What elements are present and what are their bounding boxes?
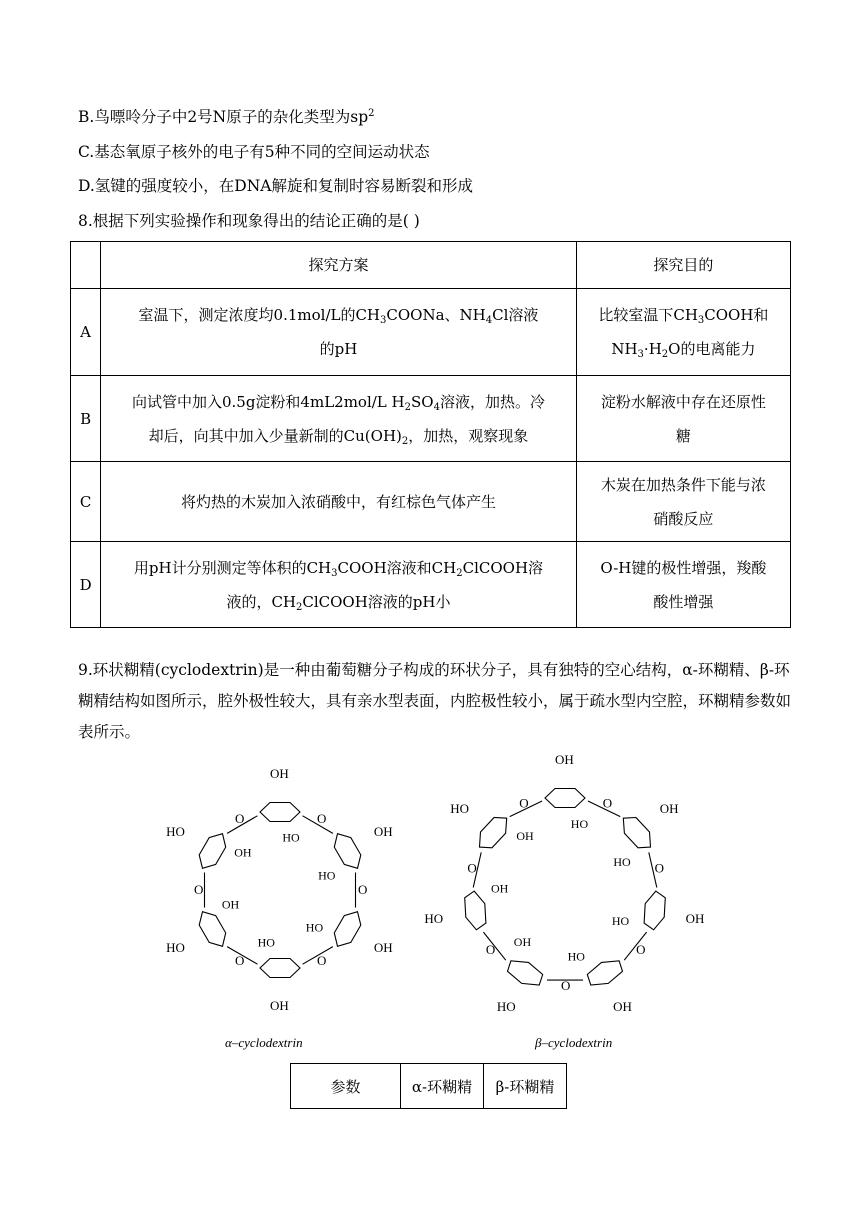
beta-oxygen-label: O: [467, 860, 477, 876]
beta-hydroxyl-label: HO: [613, 855, 631, 870]
goal-text: 酸性增强: [653, 592, 714, 611]
alpha-caption: α–cyclodextrin: [225, 1035, 303, 1050]
alpha-oxygen-label: O: [317, 811, 327, 826]
beta-hydroxyl-label: OH: [516, 828, 534, 843]
header-goal: 探究目的: [576, 242, 790, 289]
row-plan: [101, 289, 577, 376]
subscript: 3: [697, 315, 705, 326]
beta-hydroxyl-label: OH: [513, 935, 532, 950]
goal-text: 比较室温下CH: [598, 306, 698, 324]
alpha-oxygen-label: O: [358, 882, 368, 897]
alpha-hydroxyl-label: OH: [234, 845, 252, 860]
alpha-oxygen-label: O: [317, 953, 327, 968]
header-plan: 探究方案: [101, 242, 577, 289]
subscript: 4: [433, 401, 440, 413]
row-goal: [576, 376, 790, 462]
alpha-glucose-unit: [260, 803, 300, 822]
beta-oxygen-label: O: [654, 860, 664, 876]
option-b: [78, 107, 375, 127]
goal-text: NH: [611, 340, 638, 358]
plan-text: 的pH: [319, 340, 358, 358]
table-row: [71, 462, 791, 542]
beta-hydroxyl-label: HO: [450, 800, 469, 816]
beta-glucose-unit: [545, 789, 585, 808]
plan-text: ，加热，观察现象: [408, 426, 529, 445]
option-d: D.氢键的强度较小，在DNA解旋和复制时容易断裂和形成: [78, 177, 473, 195]
beta-oxygen-label: O: [561, 978, 571, 993]
row-plan: 将灼热的木炭加入浓硝酸中，有红棕色气体产生: [101, 462, 577, 542]
question-9-text: 9.环状糊精(cyclodextrin)是一种由葡萄糖分子构成的环状分子，具有独特的空心结构，α-环糊精、β-环糊精结构如图所示，腔外极性较大，具有亲水型表面，内腔极性较小，属于疏水型内空腔，环糊精参数如表所示。: [78, 661, 792, 741]
alpha-glucose-unit: [334, 912, 361, 947]
subscript: 3: [331, 567, 338, 579]
plan-text: SO: [411, 392, 434, 411]
param-header-cell: α-环糊精: [401, 1064, 484, 1109]
question-8-stem: 8.根据下列实验操作和现象得出的结论正确的是( ): [78, 212, 420, 230]
alpha-hydroxyl-label: OH: [373, 940, 393, 955]
plan-text: 室温下，测定浓度均0.1mol/L的CH: [138, 306, 381, 324]
parameter-table: [290, 1063, 567, 1109]
alpha-hydroxyl-label: HO: [305, 920, 324, 935]
beta-glucose-unit: [644, 891, 665, 930]
goal-text: 木炭在加热条件下能与浓: [600, 475, 766, 494]
beta-caption: β–cyclodextrin: [535, 1035, 613, 1050]
row-plan: [101, 376, 577, 462]
plan-text: 却后，向其中加入少量新制的Cu(OH): [148, 426, 402, 445]
row-label: D: [71, 542, 101, 628]
alpha-oxygen-label: O: [235, 811, 245, 826]
option-b-superscript: 2: [368, 108, 375, 119]
beta-group-labels: [424, 755, 704, 1014]
beta-hydroxyl-label: OH: [659, 800, 679, 816]
option-b-text: B.鸟嘌呤分子中2号N原子的杂化类型为sp: [78, 108, 369, 126]
alpha-glucose-unit: [199, 834, 226, 869]
beta-oxygen-label: O: [636, 941, 646, 957]
row-plan: [101, 542, 577, 628]
row-goal: [576, 289, 790, 376]
header-label-cell: [71, 242, 101, 289]
goal-text: 淀粉水解液中存在还原性: [600, 392, 766, 411]
beta-hydroxyl-label: OH: [491, 881, 509, 896]
subscript: 3: [637, 349, 644, 360]
beta-hydroxyl-label: OH: [685, 910, 705, 926]
beta-hydroxyl-label: OH: [555, 755, 574, 767]
row-goal: [576, 462, 790, 542]
row-label: B: [71, 376, 101, 462]
beta-hydroxyl-label: OH: [613, 999, 632, 1015]
alpha-hydroxyl-label: HO: [282, 830, 300, 845]
plan-text: 液的，CH: [226, 592, 296, 611]
plan-text: 向试管中加入0.5g淀粉和4mL2mol/L H: [131, 392, 405, 411]
goal-text: COOH和: [704, 306, 769, 324]
row-label: A: [71, 289, 101, 376]
subscript: 2: [661, 349, 669, 360]
goal-text: ·H: [643, 340, 662, 358]
plan-text: ClCOOH溶液的pH小: [302, 592, 451, 611]
beta-oxygen-label: O: [602, 795, 613, 811]
beta-hydroxyl-label: HO: [496, 999, 516, 1015]
beta-glucose-unit: [480, 818, 507, 848]
beta-glucose-unit: [587, 961, 622, 985]
goal-text: O-H键的极性增强，羧酸: [600, 558, 767, 577]
beta-glucose-unit: [508, 961, 543, 985]
subscript: 4: [485, 315, 493, 326]
alpha-glucose-unit: [334, 834, 361, 869]
beta-glucose-unit: [623, 818, 650, 848]
subscript: 2: [456, 567, 463, 579]
param-header-cell: 参数: [291, 1064, 401, 1109]
plan-text: 溶液，加热。冷: [439, 392, 545, 411]
goal-text: O的电离能力: [668, 340, 756, 358]
beta-hydroxyl-label: HO: [611, 914, 630, 929]
alpha-hydroxyl-label: HO: [166, 824, 185, 839]
subscript: 3: [380, 315, 387, 326]
table-header-row: [71, 242, 791, 289]
option-c: C.基态氧原子核外的电子有5种不同的空间运动状态: [78, 143, 430, 161]
plan-text: ClCOOH溶: [462, 558, 544, 577]
alpha-oxygen-label: O: [194, 882, 204, 897]
alpha-hydroxyl-label: OH: [270, 766, 289, 781]
alpha-glucose-unit: [199, 912, 226, 947]
experiment-table: [70, 241, 791, 628]
alpha-hydroxyl-label: HO: [257, 935, 275, 950]
goal-text: 糖: [675, 426, 691, 445]
alpha-cyclodextrin-structure: [199, 803, 361, 978]
cyclodextrin-structures-figure: [140, 755, 720, 1060]
table-row: [71, 289, 791, 376]
plan-text: COONa、NH: [386, 306, 486, 324]
plan-text: 用pH计分别测定等体积的CH: [133, 558, 332, 577]
plan-text: Cl溶液: [492, 306, 539, 324]
alpha-hydroxyl-label: HO: [166, 940, 185, 955]
table-row: [71, 542, 791, 628]
beta-hydroxyl-label: HO: [570, 817, 589, 832]
row-goal: [576, 542, 790, 628]
beta-oxygen-label: O: [485, 941, 496, 957]
plan-text: COOH溶液和CH: [337, 558, 457, 577]
alpha-glucose-unit: [260, 959, 300, 978]
row-label: C: [71, 462, 101, 542]
goal-text: 硝酸反应: [653, 509, 714, 528]
beta-oxygen-label: O: [519, 795, 529, 811]
param-header-cell: β-环糊精: [484, 1064, 567, 1109]
subscript: 2: [401, 435, 409, 447]
beta-hydroxyl-label: HO: [424, 910, 444, 926]
subscript: 2: [296, 601, 303, 613]
beta-hydroxyl-label: HO: [567, 949, 585, 964]
table-row: [71, 376, 791, 462]
parameter-header-row: [291, 1064, 567, 1109]
subscript: 2: [404, 401, 411, 413]
alpha-oxygen-label: O: [235, 953, 245, 968]
alpha-hydroxyl-label: OH: [373, 824, 393, 839]
beta-glucose-unit: [465, 891, 486, 930]
alpha-hydroxyl-label: OH: [270, 998, 289, 1013]
alpha-hydroxyl-label: HO: [318, 868, 336, 883]
alpha-hydroxyl-label: OH: [221, 897, 240, 912]
